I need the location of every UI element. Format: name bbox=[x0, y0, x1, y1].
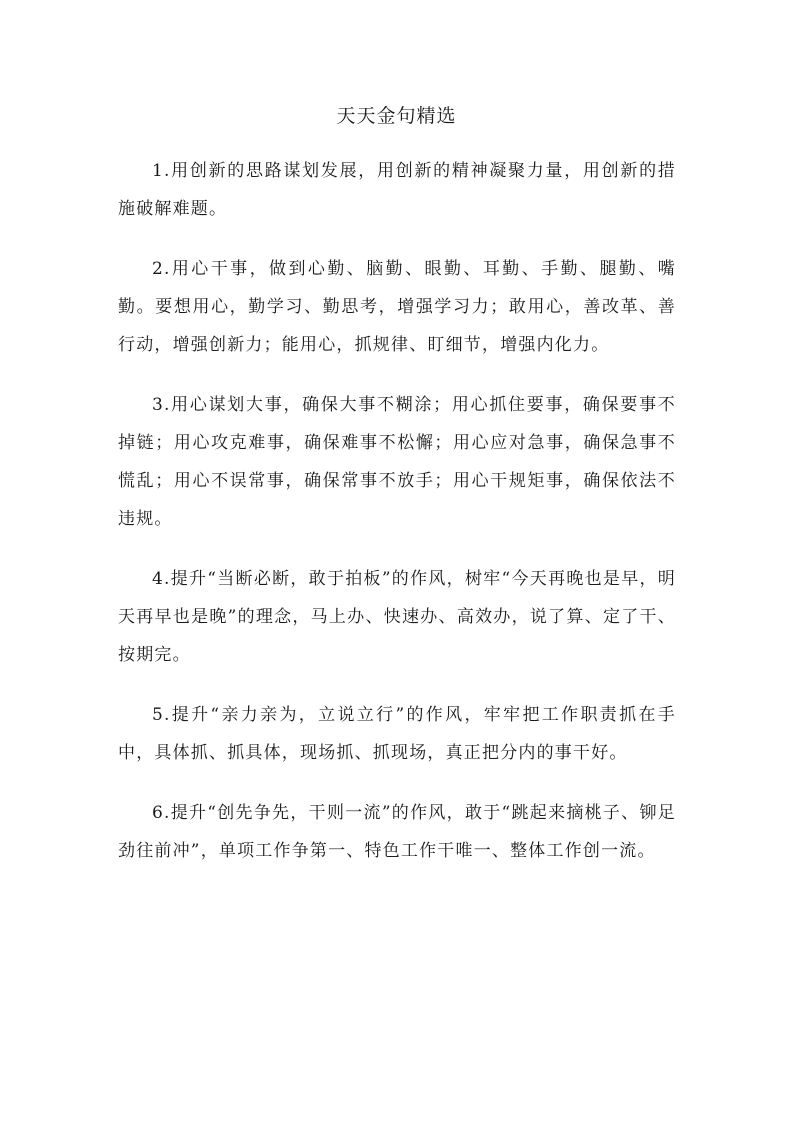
paragraph-5: 5.提升“亲力亲为，立说立行”的作风，牢牢把工作职责抓在手中，具体抓、抓具体，现场抓、抓现场，真正把分内的事干好。 bbox=[118, 705, 676, 763]
document-title: 天天金句精选 bbox=[336, 105, 457, 127]
paragraph-2: 2.用心干事，做到心勤、脑勤、眼勤、耳勤、手勤、腿勤、嘴勤。要想用心，勤学习、勤思考，增强学习力；敢用心，善改革、善行动，增强创新力；能用心，抓规律、盯细节，增强内化力。 bbox=[118, 259, 676, 355]
paragraph-3: 3.用心谋划大事，确保大事不糊涂；用心抓住要事，确保要事不掉链；用心攻克难事，确保难事不松懈；用心应对急事，确保急事不慌乱；用心不误常事，确保常事不放手；用心干规矩事，确保依法不违规。 bbox=[118, 395, 676, 529]
paragraph-4: 4.提升“当断必断，敢于拍板”的作风，树牢“今天再晚也是早，明天再早也是晚”的理念，马上办、快速办、高效办，说了算、定了干、按期完。 bbox=[118, 569, 676, 665]
document-body bbox=[118, 152, 676, 892]
paragraph-1: 1.用创新的思路谋划发展，用创新的精神凝聚力量，用创新的措施破解难题。 bbox=[118, 161, 676, 219]
paragraph-6: 6.提升“创先争先，干则一流”的作风，敢于“跳起来摘桃子、铆足劲往前冲”，单项工作争第一、特色工作干唯一、整体工作创一流。 bbox=[118, 803, 676, 861]
